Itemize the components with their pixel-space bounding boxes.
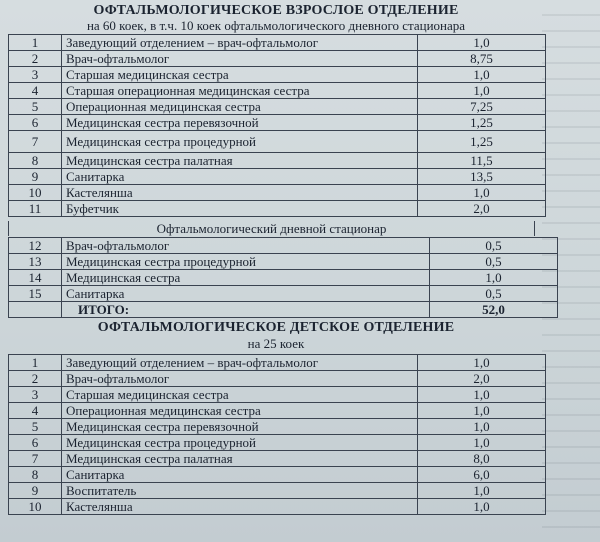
position-name: Операционная медицинская сестра [62,403,418,419]
row-number: 2 [9,371,62,387]
table-row [9,115,546,131]
staff-units: 1,0 [418,355,546,371]
table-row [9,51,546,67]
row-number: 4 [9,403,62,419]
position-name: Врач-офтальмолог [62,371,418,387]
table-row [9,185,546,201]
staff-units: 0,5 [430,254,558,270]
staff-units: 1,0 [418,185,546,201]
position-name: Буфетчик [62,201,418,217]
table-row [9,169,546,185]
row-number: 3 [9,387,62,403]
adult-dept-title: ОФТАЛЬМОЛОГИЧЕСКОЕ ВЗРОСЛОЕ ОТДЕЛЕНИЕ [93,3,459,18]
staff-units: 6,0 [418,467,546,483]
position-name: Медицинская сестра процедурной [62,254,430,270]
staff-units: 1,0 [418,83,546,99]
row-number: 1 [9,355,62,371]
position-name: Медицинская сестра процедурной [62,435,418,451]
staff-units: 1,0 [418,419,546,435]
table-row [9,254,558,270]
row-number: 3 [9,67,62,83]
children-staff-rows [9,355,546,515]
staff-units: 1,0 [418,387,546,403]
row-number: 7 [9,451,62,467]
row-number: 5 [9,99,62,115]
staff-units: 0,5 [430,286,558,302]
position-name: Медицинская сестра перевязочной [62,419,418,435]
staff-units: 1,0 [418,67,546,83]
table-row [9,483,546,499]
staff-units: 1,0 [418,499,546,515]
row-number: 8 [9,153,62,169]
adult-staff-table [8,34,546,217]
staff-units: 2,0 [418,201,546,217]
staff-units: 7,25 [418,99,546,115]
staff-units: 11,5 [418,153,546,169]
staff-units: 1,0 [418,403,546,419]
row-number: 9 [9,483,62,499]
position-name: Кастелянша [62,185,418,201]
table-row [9,153,546,169]
staff-units: 8,0 [418,451,546,467]
position-name: Операционная медицинская сестра [62,99,418,115]
position-name: Медицинская сестра [62,270,430,286]
position-name: Медицинская сестра перевязочной [62,115,418,131]
total-label: ИТОГО: [62,302,430,318]
row-number: 9 [9,169,62,185]
table-row [9,270,558,286]
row-number: 10 [9,499,62,515]
table-row [9,371,546,387]
table-row [9,387,546,403]
staff-units: 8,75 [418,51,546,67]
staff-units: 1,25 [418,131,546,153]
position-name: Врач-офтальмолог [62,51,418,67]
table-row [9,99,546,115]
row-number: 7 [9,131,62,153]
row-number: 4 [9,83,62,99]
row-number: 5 [9,419,62,435]
table-row [9,419,546,435]
table-row [9,403,546,419]
position-name: Старшая медицинская сестра [62,387,418,403]
row-number: 10 [9,185,62,201]
staff-units: 1,0 [418,435,546,451]
adult-staff-rows [9,35,546,217]
row-number: 13 [9,254,62,270]
table-row [9,67,546,83]
row-number: 1 [9,35,62,51]
row-number: 6 [9,435,62,451]
staff-units: 1,0 [418,35,546,51]
position-name: Кастелянша [62,499,418,515]
staff-units: 0,5 [430,238,558,254]
scan-edge-shadow [542,0,600,542]
adult-dept-subtitle: на 60 коек, в т.ч. 10 коек офтальмологического дневного стационара [86,18,466,33]
row-number: 12 [9,238,62,254]
table-row [9,35,546,51]
children-dept-title: ОФТАЛЬМОЛОГИЧЕСКОЕ ДЕТСКОЕ ОТДЕЛЕНИЕ [97,320,455,335]
position-name: Медицинская сестра палатная [62,451,418,467]
table-row [9,499,546,515]
children-dept-subtitle: на 25 коек [247,336,305,351]
row-number: 6 [9,115,62,131]
staff-units: 13,5 [418,169,546,185]
row-number: 11 [9,201,62,217]
table-row [9,355,546,371]
children-staff-table [8,354,546,515]
position-name: Медицинская сестра палатная [62,153,418,169]
position-name: Санитарка [62,286,430,302]
table-row [9,238,558,254]
position-name: Старшая медицинская сестра [62,67,418,83]
position-name: Медицинская сестра процедурной [62,131,418,153]
day-hospital-table [8,237,558,318]
row-number: 14 [9,270,62,286]
position-name: Врач-офтальмолог [62,238,430,254]
row-number: 15 [9,286,62,302]
staff-units: 1,0 [430,270,558,286]
row-number: 8 [9,467,62,483]
day-hospital-title: Офтальмологический дневной стационар [8,221,535,236]
table-row [9,435,546,451]
total-value: 52,0 [430,302,558,318]
table-row [9,451,546,467]
position-name: Заведующий отделением – врач-офтальмолог [62,355,418,371]
position-name: Санитарка [62,467,418,483]
table-row [9,131,546,153]
table-row [9,286,558,302]
day-hospital-rows [9,238,558,302]
table-row [9,467,546,483]
table-row [9,201,546,217]
staff-units: 1,0 [418,483,546,499]
total-row [9,302,558,318]
position-name: Воспитатель [62,483,418,499]
position-name: Старшая операционная медицинская сестра [62,83,418,99]
row-number: 2 [9,51,62,67]
position-name: Санитарка [62,169,418,185]
position-name: Заведующий отделением – врач-офтальмолог [62,35,418,51]
staff-units: 2,0 [418,371,546,387]
table-row [9,83,546,99]
staff-units: 1,25 [418,115,546,131]
